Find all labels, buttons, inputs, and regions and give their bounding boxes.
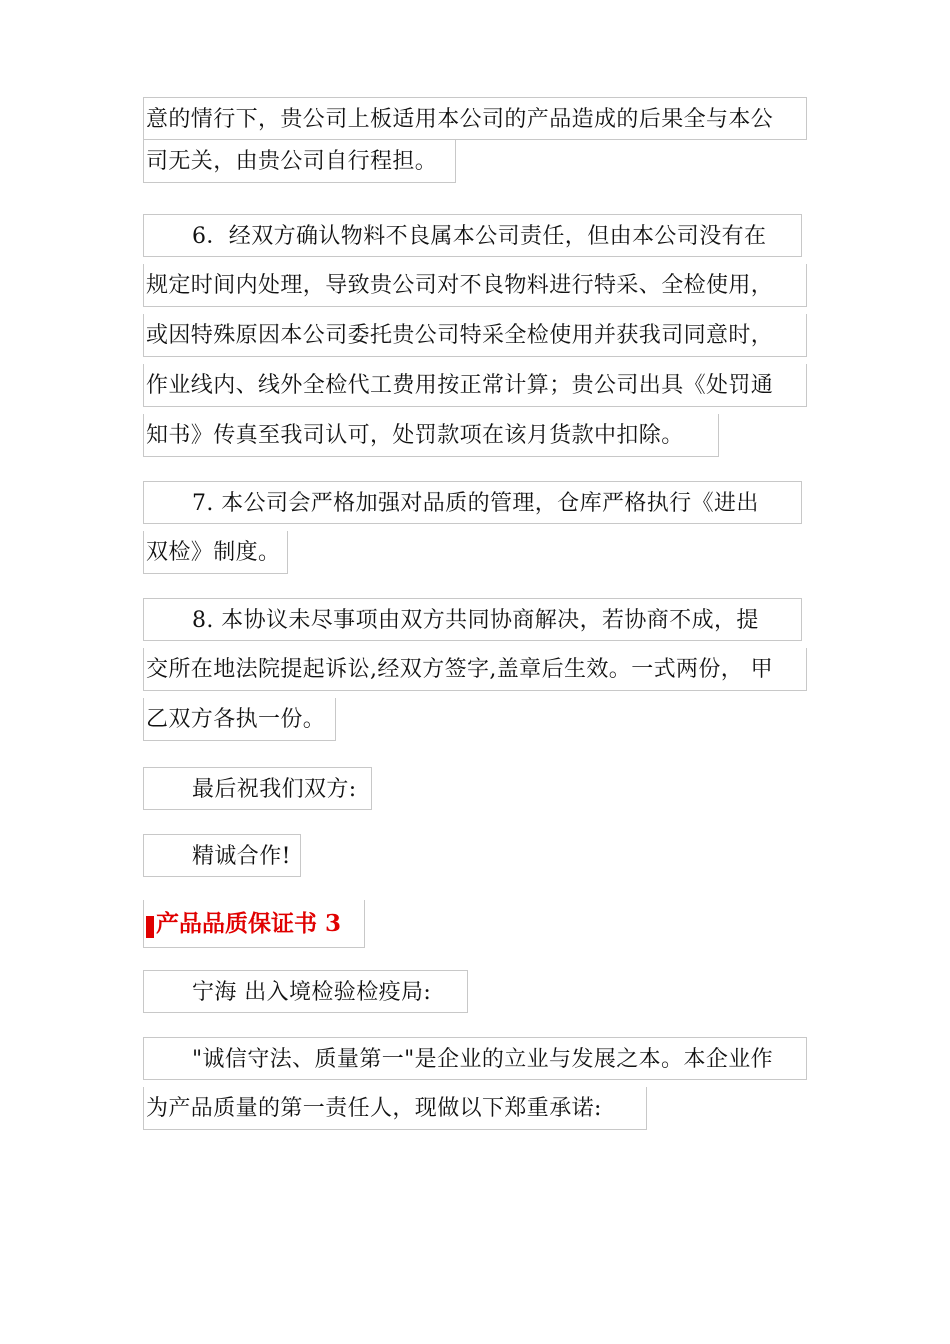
paragraph-8-line-2: 交所在地法院提起诉讼,经双方签字,盖章后生效。一式两份， 甲 xyxy=(143,648,807,691)
section-heading xyxy=(143,900,365,948)
closing-line-1: 最后祝我们双方: xyxy=(143,767,372,810)
addressee-line: 宁海 出入境检验检疫局: xyxy=(143,970,468,1013)
section-heading-text: 产品品质保证书 3 xyxy=(156,910,342,937)
paragraph-6-line-4: 作业线内、线外全检代工费用按正常计算；贵公司出具《处罚通 xyxy=(143,364,807,407)
paragraph-6-line-2: 规定时间内处理，导致贵公司对不良物料进行特采、全检使用， xyxy=(143,264,807,307)
intro-line-2: 为产品质量的第一责任人，现做以下郑重承诺: xyxy=(143,1087,647,1130)
paragraph-7-line-1: 7. 本公司会严格加强对品质的管理，仓库严格执行《进出 xyxy=(143,481,802,524)
paragraph-5-line-2: 司无关，由贵公司自行程担。 xyxy=(143,140,456,183)
paragraph-8-line-3: 乙双方各执一份。 xyxy=(143,698,336,741)
intro-line-1: "诚信守法、质量第一"是企业的立业与发展之本。本企业作 xyxy=(143,1037,807,1080)
paragraph-6-line-1: 6．经双方确认物料不良属本公司责任，但由本公司没有在 xyxy=(143,214,802,257)
paragraph-6-line-5: 知书》传真至我司认可，处罚款项在该月货款中扣除。 xyxy=(143,414,719,457)
heading-marker xyxy=(146,916,154,938)
paragraph-7-line-2: 双检》制度。 xyxy=(143,531,288,574)
paragraph-8-line-1: 8. 本协议未尽事项由双方共同协商解决，若协商不成，提 xyxy=(143,598,802,641)
paragraph-5-line-1: 意的情行下，贵公司上板适用本公司的产品造成的后果全与本公 xyxy=(143,97,807,140)
paragraph-6-line-3: 或因特殊原因本公司委托贵公司特采全检使用并获我司同意时， xyxy=(143,314,807,357)
closing-line-2: 精诚合作! xyxy=(143,834,301,877)
